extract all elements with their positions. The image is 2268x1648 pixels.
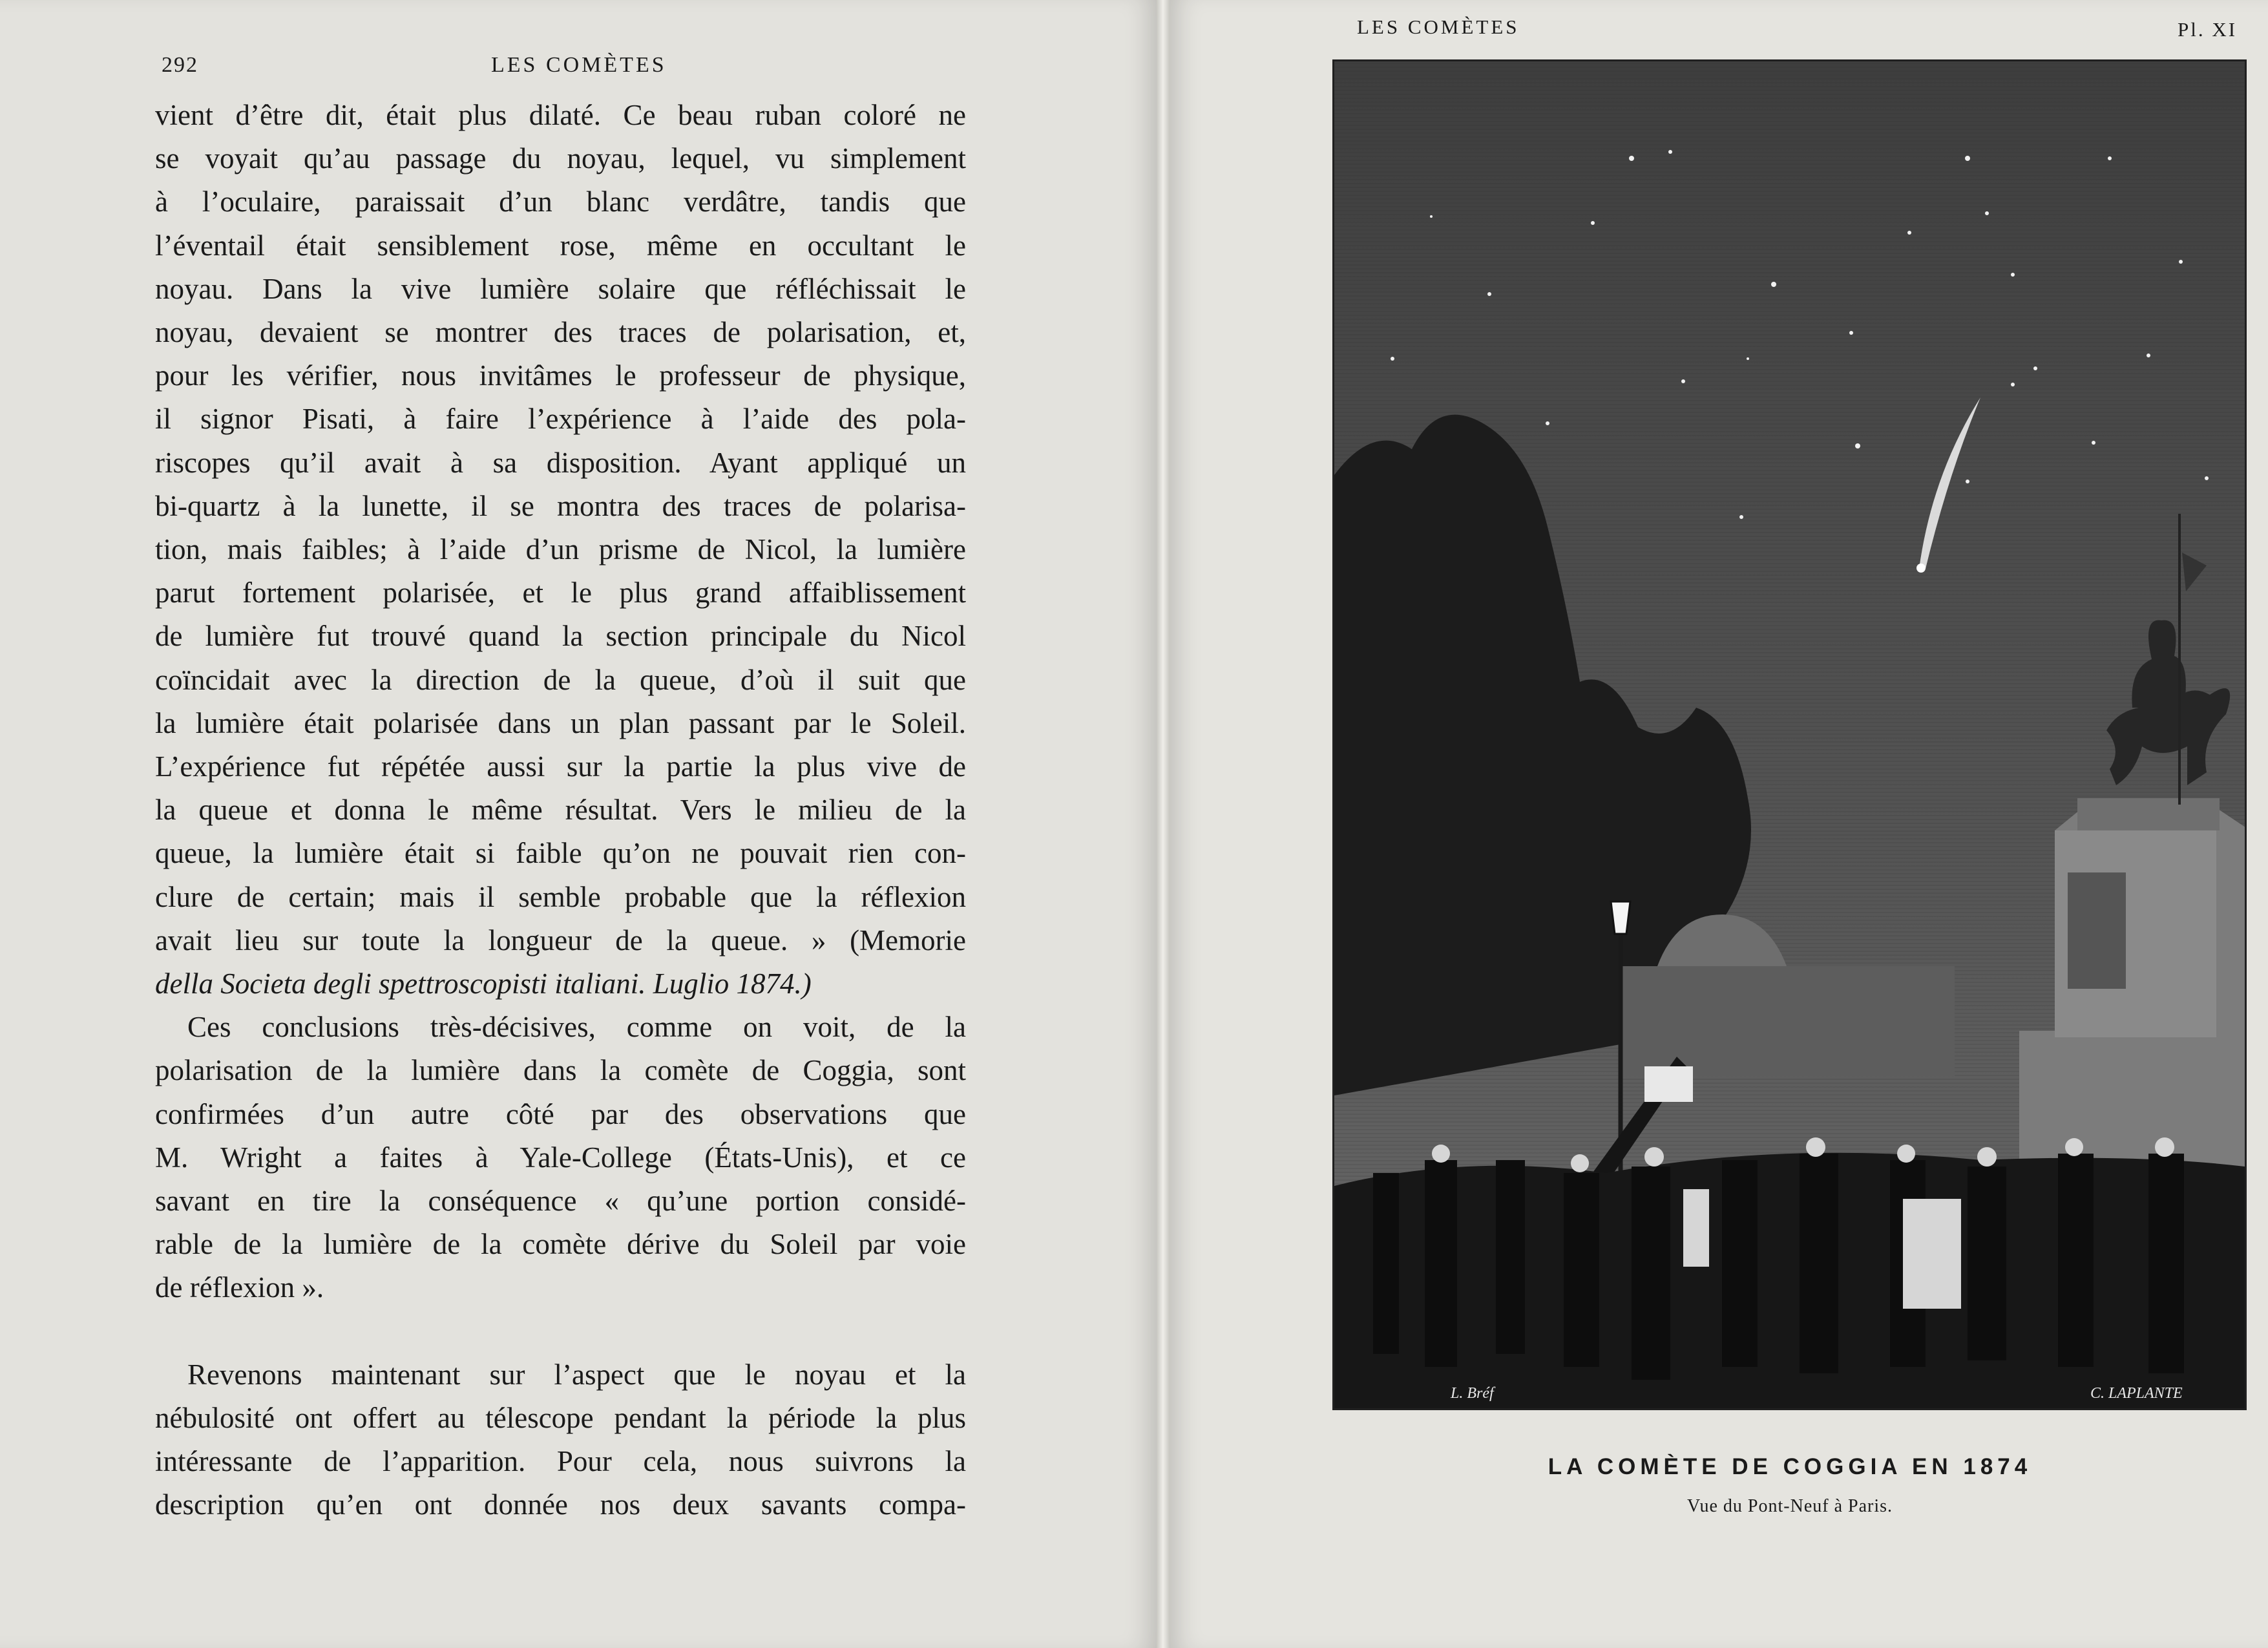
distant-buildings (1619, 966, 1955, 1076)
text-line: Revenons maintenant sur l’aspect que le noyau et la (187, 1358, 966, 1391)
crowd (1334, 1153, 2245, 1408)
text-line: riscopes qu’il avait à sa disposition. Ayant appliqué un (155, 446, 966, 479)
running-head-left: LES COMÈTES (491, 53, 667, 77)
text-line: à l’oculaire, paraissait d’un blanc verdâtre, tandis que (155, 185, 966, 218)
text-line-citation: della Societa degli spettroscopisti italiani. Luglio 1874.) (155, 967, 812, 1000)
text-line: la queue et donna le même résultat. Vers le milieu de la (155, 794, 966, 827)
text-line: il signor Pisati, à faire l’expérience à l’aide des pola- (155, 403, 966, 436)
text-line: vient d’être dit, était plus dilaté. Ce beau ruban coloré ne (155, 99, 966, 131)
text-line: description qu’en ont donnée nos deux savants compa- (155, 1488, 966, 1521)
plate-number: Pl. XI (2178, 18, 2238, 41)
text-line: nébulosité ont offert au télescope pendant la période la plus (155, 1401, 966, 1434)
text-line: pour les vérifier, nous invitâmes le professeur de physique, (155, 359, 966, 392)
text-line: coïncidait avec la direction de la queue, d’où il suit que (155, 663, 966, 696)
text-line: la lumière était polarisée dans un plan passant par le Soleil. (155, 706, 966, 739)
text-line: l’éventail était sensiblement rose, même en occultant le (155, 229, 966, 262)
text-line: Ces conclusions très-décisives, comme on voit, de la (187, 1011, 966, 1044)
running-head-right: LES COMÈTES (1357, 16, 1520, 38)
artist-signature: C. LAPLANTE (2090, 1385, 2183, 1402)
text-line: savant en tire la conséquence « qu’une portion considé- (155, 1185, 966, 1218)
paragraph-gap (155, 1310, 966, 1353)
text-line: queue, la lumière était si faible qu’on ne pouvait rien con- (155, 837, 966, 870)
comet-engraving-illustration (1334, 61, 2245, 1408)
placard (1644, 1066, 1693, 1102)
text-line: rable de la lumière de la comète dérive du Soleil par voie (155, 1228, 966, 1261)
text-line: parut fortement polarisée, et le plus grand affaiblissement (155, 576, 966, 609)
page-number: 292 (162, 53, 198, 77)
text-line: confirmées d’un autre côté par des observations que (155, 1097, 966, 1130)
text-line: bi-quartz à la lunette, il se montra des traces de polarisa- (155, 489, 966, 522)
text-line: polarisation de la lumière dans la comète de Coggia, sont (155, 1054, 966, 1087)
text-line: intéressante de l’apparition. Pour cela, nous suivrons la (155, 1445, 966, 1478)
body-text (155, 94, 966, 1527)
comet-nucleus (1916, 564, 1926, 573)
text-line: de réflexion ». (155, 1271, 324, 1304)
text-line: de lumière fut trouvé quand la section principale du Nicol (155, 620, 966, 653)
plate-caption-subtitle: Vue du Pont-Neuf à Paris. (1686, 1496, 1893, 1516)
plate-caption-title: LA COMÈTE DE COGGIA EN 1874 (1548, 1454, 2032, 1479)
book-gutter (1157, 0, 1170, 1648)
text-line: noyau, devaient se montrer des traces de polarisation, et, (155, 316, 966, 349)
text-line: avait lieu sur toute la longueur de la queue. » (Memorie (155, 924, 966, 956)
text-line: noyau. Dans la vive lumière solaire que réfléchissait le (155, 272, 966, 305)
engraver-signature: L. Bréf (1451, 1385, 1494, 1402)
text-line: clure de certain; mais il semble probable que la réflexion (155, 880, 966, 913)
text-line: tion, mais faibles; à l’aide d’un prisme de Nicol, la lumière (155, 533, 966, 566)
engraving-plate (1332, 59, 2247, 1410)
text-line: L’expérience fut répétée aussi sur la partie la plus vive de (155, 750, 966, 783)
text-line: M. Wright a faites à Yale-College (États-Unis), et ce (155, 1141, 966, 1174)
text-line: se voyait qu’au passage du noyau, lequel, vu simplement (155, 142, 966, 175)
